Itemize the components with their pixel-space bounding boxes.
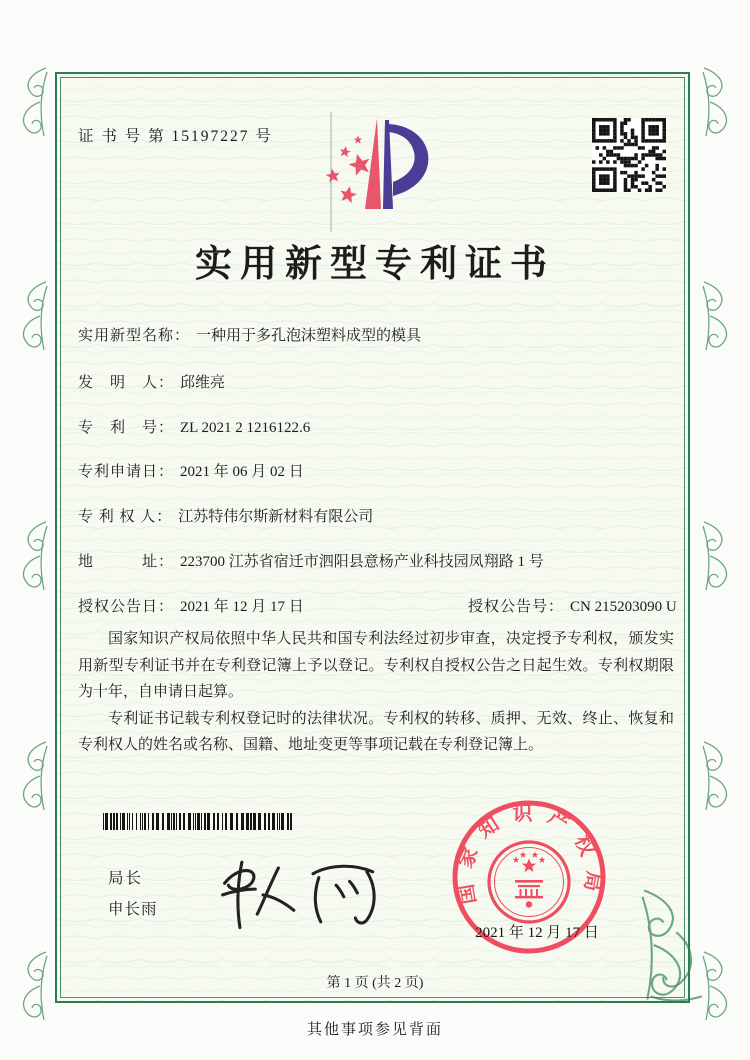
field-row-utility-model-name: [78, 324, 678, 345]
signer-name: 申长雨: [108, 901, 158, 918]
field-label: 专利申请日：: [78, 464, 175, 480]
margin-ornament-icon: [6, 278, 50, 354]
seal-ring-text: 国家知识产权局: [453, 803, 605, 906]
cnipa-logo-icon: [315, 110, 445, 234]
margin-ornament-icon: [700, 64, 744, 140]
field-value: 223700 江苏省宿迁市泗阳县意杨产业科技园凤翔路 1 号: [180, 554, 544, 570]
signer-title: 局长: [108, 870, 144, 887]
field-label: 发 明 人：: [78, 375, 175, 391]
field-grant-announcement-number: [468, 595, 677, 616]
logo-stars-icon: [325, 136, 373, 204]
director-signature: [213, 848, 415, 936]
field-row-grant-date: [78, 595, 678, 616]
legal-text-block: [78, 626, 674, 759]
certificate-title: 实用新型专利证书: [195, 244, 555, 285]
field-value: CN 215203090 U: [570, 599, 677, 615]
barcode: [103, 813, 295, 830]
field-value: 2021 年 12 月 17 日: [180, 599, 304, 615]
field-label: 实用新型名称：: [78, 328, 191, 344]
field-row-application-date: [78, 460, 678, 481]
margin-ornament-icon: [700, 738, 744, 814]
qr-code: [592, 118, 666, 192]
field-label: 地 址：: [78, 554, 175, 570]
body-paragraph: 国家知识产权局依照中华人民共和国专利法经过初步审查，决定授予专利权，颁发实用新型专利证书并在专利登记簿上予以登记。专利权自授权公告之日起生效。专利权期限为十年，自申请日起算。: [78, 631, 674, 700]
field-value: 一种用于多孔泡沫塑料成型的模具: [196, 328, 422, 344]
certificate-number: 证 书 号 第 15197227 号: [78, 128, 273, 145]
field-value: 2021 年 06 月 02 日: [180, 464, 304, 480]
svg-text:国家知识产权局: [452, 802, 605, 906]
field-row-address: [78, 550, 678, 571]
seal-date: 2021 年 12 月 17 日: [475, 925, 599, 941]
field-row-inventor: [78, 371, 678, 392]
field-label: 授权公告号：: [468, 599, 565, 615]
field-label: 专 利 号：: [78, 420, 175, 436]
margin-ornament-icon: [6, 518, 50, 594]
margin-ornament-icon: [6, 738, 50, 814]
margin-ornament-icon: [700, 518, 744, 594]
footer-back-note: 其他事项参见背面: [306, 1022, 443, 1038]
margin-ornament-icon: [6, 64, 50, 140]
field-label: 授权公告日：: [78, 599, 175, 615]
field-row-patent-number: [78, 416, 678, 437]
field-label: 专 利 权 人：: [78, 509, 173, 525]
footer-page-indicator: 第 1 页 (共 2 页): [326, 976, 424, 991]
national-emblem-icon: [489, 842, 569, 922]
field-value: ZL 2021 2 1216122.6: [180, 420, 311, 436]
field-value: 邱维亮: [180, 375, 226, 391]
field-value: 江苏特伟尔斯新材料有限公司: [178, 509, 374, 525]
margin-ornament-icon: [700, 278, 744, 354]
field-row-patentee: [78, 505, 678, 526]
body-paragraph: 专利证书记载专利权登记时的法律状况。专利权的转移、质押、无效、终止、恢复和专利权人的姓名或名称、国籍、地址变更等事项记载在专利登记簿上。: [78, 710, 674, 753]
